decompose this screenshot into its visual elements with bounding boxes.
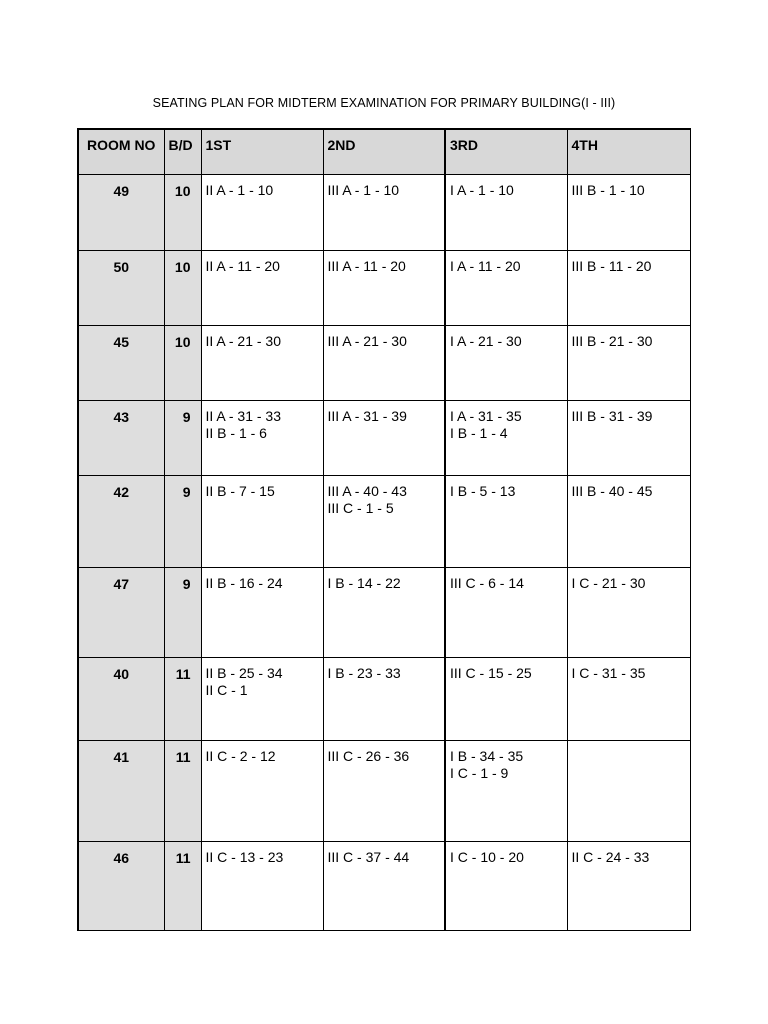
- assignment-line: III B - 21 - 30: [571, 332, 653, 349]
- room-number-cell: 41: [78, 740, 164, 841]
- bd-count-cell: 10: [164, 174, 201, 250]
- bd-count-cell: 9: [164, 567, 201, 657]
- assignment-line: II C - 13 - 23: [205, 848, 284, 865]
- assignment-line: II C - 1: [205, 681, 248, 698]
- assignment-line: II C - 24 - 33: [571, 848, 650, 865]
- assignment-cell-second: [323, 567, 445, 657]
- table-body: [78, 174, 690, 930]
- assignment-line: I A - 11 - 20: [450, 257, 521, 274]
- assignment-cell-second: [323, 657, 445, 740]
- assignment-line: II A - 21 - 30: [205, 332, 281, 349]
- header-1st: 1ST: [201, 129, 323, 174]
- assignment-line: II A - 1 - 10: [205, 181, 274, 198]
- assignment-line: I C - 21 - 30: [571, 574, 646, 591]
- room-number-cell: 40: [78, 657, 164, 740]
- seating-plan-table: [77, 128, 691, 931]
- assignment-cell-fourth: [567, 657, 690, 740]
- assignment-line: III C - 1 - 5: [327, 499, 394, 516]
- assignment-line: II B - 1 - 6: [205, 424, 267, 441]
- assignment-cell-fourth: [567, 400, 690, 475]
- assignment-cell-second: [323, 841, 445, 930]
- assignment-cell-third: [445, 250, 567, 325]
- assignment-line: I C - 31 - 35: [571, 664, 646, 681]
- assignment-line: III C - 26 - 36: [327, 747, 410, 764]
- assignment-line: III A - 11 - 20: [327, 257, 406, 274]
- header-room-no: ROOM NO: [78, 129, 164, 174]
- assignment-line: II A - 31 - 33: [205, 407, 281, 424]
- assignment-line: II B - 7 - 15: [205, 482, 275, 499]
- assignment-line: III A - 40 - 43: [327, 482, 407, 499]
- table-row: [78, 325, 690, 400]
- assignment-cell-fourth: [567, 174, 690, 250]
- table-row: [78, 841, 690, 930]
- table-row: [78, 174, 690, 250]
- assignment-line: II B - 16 - 24: [205, 574, 283, 591]
- assignment-line: I A - 1 - 10: [450, 181, 514, 198]
- bd-count-cell: 11: [164, 841, 201, 930]
- assignment-cell-second: [323, 250, 445, 325]
- assignment-cell-second: [323, 400, 445, 475]
- assignment-line: I B - 34 - 35: [450, 747, 524, 764]
- assignment-cell-fourth: [567, 475, 690, 567]
- assignment-cell-first: [201, 567, 323, 657]
- assignment-line: III C - 15 - 25: [450, 664, 532, 681]
- assignment-line: II B - 25 - 34: [205, 664, 283, 681]
- table-row: [78, 475, 690, 567]
- assignment-cell-first: [201, 325, 323, 400]
- assignment-line: I B - 14 - 22: [327, 574, 401, 591]
- assignment-line: III C - 37 - 44: [327, 848, 410, 865]
- assignment-cell-second: [323, 174, 445, 250]
- room-number-cell: 50: [78, 250, 164, 325]
- table-row: [78, 250, 690, 325]
- assignment-cell-third: [445, 657, 567, 740]
- assignment-cell-third: [445, 841, 567, 930]
- assignment-cell-third: [445, 475, 567, 567]
- assignment-cell-fourth: [567, 325, 690, 400]
- assignment-line: I C - 10 - 20: [450, 848, 524, 865]
- assignment-cell-third: [445, 740, 567, 841]
- table-row: [78, 567, 690, 657]
- assignment-cell-first: [201, 740, 323, 841]
- bd-count-cell: 11: [164, 740, 201, 841]
- assignment-cell-first: [201, 250, 323, 325]
- assignment-cell-third: [445, 325, 567, 400]
- assignment-cell-second: [323, 740, 445, 841]
- assignment-line: I A - 31 - 35: [450, 407, 522, 424]
- assignment-cell-second: [323, 325, 445, 400]
- page-title: SEATING PLAN FOR MIDTERM EXAMINATION FOR PRIMARY BUILDING(I - III): [152, 96, 616, 110]
- bd-count-cell: 10: [164, 325, 201, 400]
- assignment-cell-first: [201, 174, 323, 250]
- table-row: [78, 657, 690, 740]
- bd-count-cell: 10: [164, 250, 201, 325]
- header-row: [78, 129, 690, 174]
- assignment-line: III B - 40 - 45: [571, 482, 653, 499]
- assignment-line: III C - 6 - 14: [450, 574, 524, 591]
- assignment-line: III B - 11 - 20: [571, 257, 652, 274]
- assignment-line: I B - 1 - 4: [450, 424, 508, 441]
- assignment-cell-fourth: [567, 740, 690, 841]
- header-bd: B/D: [164, 129, 201, 174]
- assignment-line: III A - 21 - 30: [327, 332, 407, 349]
- assignment-line: I B - 23 - 33: [327, 664, 401, 681]
- assignment-cell-first: [201, 657, 323, 740]
- room-number-cell: 45: [78, 325, 164, 400]
- assignment-line: III A - 1 - 10: [327, 181, 400, 198]
- assignment-line: I A - 21 - 30: [450, 332, 522, 349]
- assignment-line: III B - 1 - 10: [571, 181, 645, 198]
- assignment-cell-fourth: [567, 250, 690, 325]
- assignment-cell-first: [201, 841, 323, 930]
- room-number-cell: 49: [78, 174, 164, 250]
- assignment-line: I B - 5 - 13: [450, 482, 516, 499]
- assignment-line: II C - 2 - 12: [205, 747, 276, 764]
- assignment-cell-first: [201, 475, 323, 567]
- room-number-cell: 43: [78, 400, 164, 475]
- assignment-line: II A - 11 - 20: [205, 257, 280, 274]
- assignment-cell-third: [445, 567, 567, 657]
- table-row: [78, 400, 690, 475]
- header-2nd: 2ND: [323, 129, 445, 174]
- assignment-cell-fourth: [567, 841, 690, 930]
- header-4th: 4TH: [567, 129, 690, 174]
- assignment-cell-second: [323, 475, 445, 567]
- assignment-line: I C - 1 - 9: [450, 764, 509, 781]
- assignment-cell-third: [445, 174, 567, 250]
- assignment-line: III A - 31 - 39: [327, 407, 407, 424]
- room-number-cell: 47: [78, 567, 164, 657]
- bd-count-cell: 11: [164, 657, 201, 740]
- assignment-cell-fourth: [567, 567, 690, 657]
- table-row: [78, 740, 690, 841]
- bd-count-cell: 9: [164, 475, 201, 567]
- assignment-line: III B - 31 - 39: [571, 407, 653, 424]
- room-number-cell: 46: [78, 841, 164, 930]
- bd-count-cell: 9: [164, 400, 201, 475]
- assignment-cell-third: [445, 400, 567, 475]
- room-number-cell: 42: [78, 475, 164, 567]
- assignment-cell-first: [201, 400, 323, 475]
- header-3rd: 3RD: [445, 129, 567, 174]
